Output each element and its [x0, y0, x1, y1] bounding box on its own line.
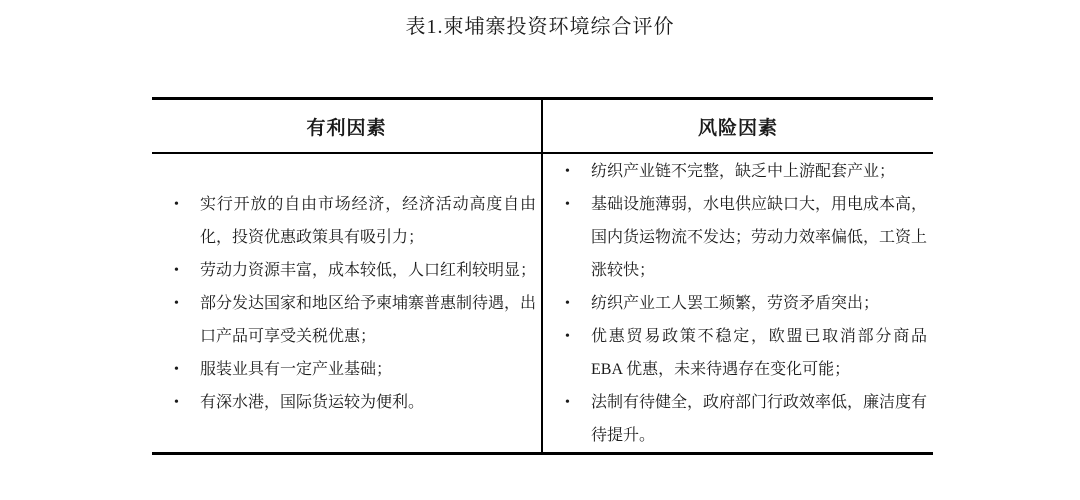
list-item: [543, 155, 927, 188]
table-header-row: [152, 100, 933, 154]
favorable-factors-list: [152, 188, 541, 419]
list-item: [543, 188, 927, 287]
factor-text: 法制有待健全，政府部门行政效率低，廉洁度有待提升。: [591, 393, 928, 444]
bullet-icon: •: [565, 295, 570, 311]
bullet-icon: •: [174, 262, 179, 278]
evaluation-table: [152, 97, 933, 455]
bullet-icon: •: [565, 394, 570, 410]
bullet-icon: •: [565, 196, 570, 212]
table-caption: 表1.柬埔寨投资环境综合评价: [405, 16, 675, 38]
factor-text: 部分发达国家和地区给予柬埔寨普惠制待遇，出口产品可享受关税优惠；: [200, 294, 537, 345]
factor-text: 纺织产业链不完整，缺乏中上游配套产业；: [591, 162, 896, 180]
bullet-icon: •: [174, 196, 179, 212]
bullet-icon: •: [565, 328, 570, 344]
bullet-icon: •: [174, 394, 179, 410]
factor-text: 实行开放的自由市场经济，经济活动高度自由化，投资优惠政策具有吸引力；: [200, 195, 536, 246]
list-item: [152, 353, 536, 386]
factor-text: 纺织产业工人罢工频繁，劳资矛盾突出；: [591, 294, 880, 312]
factor-text: 有深水港，国际货运较为便利。: [200, 393, 425, 411]
bullet-icon: •: [174, 295, 179, 311]
list-item: [152, 188, 536, 254]
list-item: [543, 386, 927, 452]
factor-text: 基础设施薄弱，水电供应缺口大，用电成本高，国内货运物流不发达；劳动力效率偏低，工资上涨较快；: [591, 195, 928, 279]
table-body-row: [152, 154, 933, 452]
bullet-icon: •: [174, 361, 179, 377]
risk-factors-cell: [543, 154, 933, 452]
factor-text: 服装业具有一定产业基础；: [200, 360, 393, 378]
factor-text: 劳动力资源丰富，成本较低，人口红利较明显；: [200, 261, 537, 279]
list-item: [152, 386, 536, 419]
factor-text: 优惠贸易政策不稳定，欧盟已取消部分商品 EBA 优惠，未来待遇存在变化可能；: [591, 327, 927, 378]
favorable-factors-cell: [152, 154, 543, 452]
list-item: [543, 320, 927, 386]
column-header-risk: 风险因素: [697, 117, 778, 139]
list-item: [543, 287, 927, 320]
column-header-favorable: 有利因素: [152, 100, 543, 152]
list-item: [152, 254, 536, 287]
risk-factors-list: [543, 155, 933, 452]
bullet-icon: •: [565, 163, 570, 179]
list-item: [152, 287, 536, 353]
